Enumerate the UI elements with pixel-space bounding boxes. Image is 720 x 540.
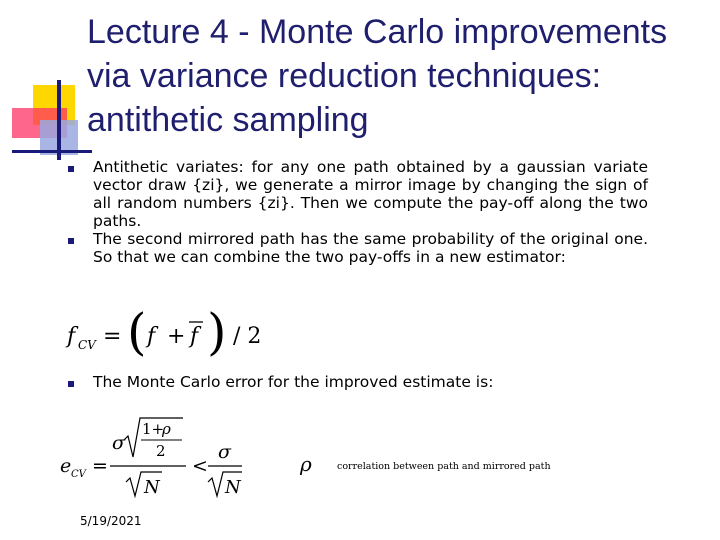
title-line-3: antithetic sampling [87,101,369,139]
bullet-square-icon [68,238,74,244]
error-equation [60,412,700,507]
slide-title [87,10,712,142]
decor-vertical-line [57,80,61,160]
svg-text:(: ( [127,305,147,360]
svg-text:e: e [60,455,72,477]
estimator-equation [65,305,275,365]
bullet-square-icon [68,381,74,387]
bullet-text-2: The second mirrored path has the same probability of the original one. So that we can combine the two pay-offs in a new estimator: [93,230,648,266]
svg-text:N: N [225,477,241,498]
bullet-item-1 [68,158,648,230]
svg-text:CV: CV [78,338,96,352]
title-line-1: Lecture 4 - Monte Carlo improvements [87,13,668,51]
svg-text:<: < [192,455,208,477]
svg-text:2: 2 [156,442,166,460]
svg-text:σ: σ [218,441,231,463]
decor-horizontal-line [12,150,92,153]
svg-text:1+: 1+ [142,420,165,438]
svg-text:σ: σ [112,432,125,454]
estimator-equation-graphic [65,305,275,360]
footer-date: 5/19/2021 [80,514,142,528]
svg-text:ρ: ρ [162,420,171,438]
bullet-text-1: Antithetic variates: for any one path obtained by a gaussian variate vector draw {zi}, we generate a mirror image by changing the sign of all random numbers {zi}. Then we compute the pay-off along the two paths. [93,158,648,230]
svg-text:N: N [144,477,160,498]
bullet-list [68,158,648,266]
rho-symbol: ρ [300,452,312,476]
bullet-item-3 [68,372,493,392]
title-line-2: via variance reduction techniques: [87,57,602,95]
bullet-item-2 [68,230,648,266]
svg-text:+: + [167,324,186,349]
bullet-square-icon [68,166,74,172]
svg-text:f: f [147,324,156,349]
svg-text:/ 2: / 2 [233,324,262,349]
svg-text:=: = [92,455,108,477]
svg-text:f: f [190,324,199,349]
svg-text:=: = [103,324,122,349]
bullet-text-3: The Monte Carlo error for the improved estimate is: [93,373,494,391]
error-equation-graphic [60,412,320,507]
svg-text:f: f [67,324,76,349]
correlation-note: correlation between path and mirrored path [337,461,551,472]
svg-text:): ) [207,305,227,360]
svg-text:CV: CV [71,469,86,480]
